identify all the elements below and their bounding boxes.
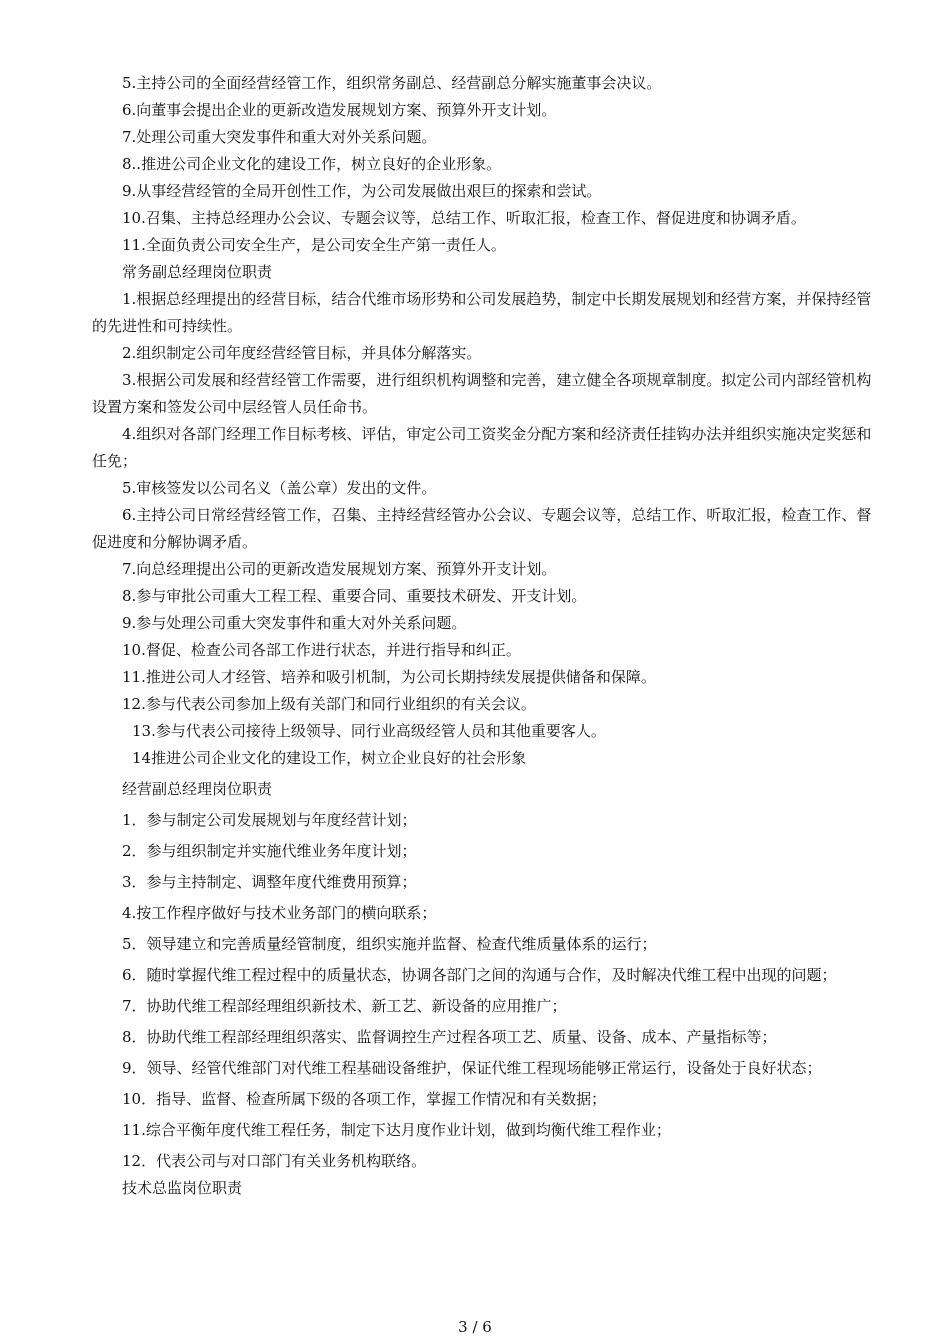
section-heading-executive-vp: 常务副总经理岗位职责	[122, 263, 273, 281]
paragraph: 5.审核签发以公司名义（盖公章）发出的文件。	[122, 479, 437, 497]
paragraph: 7.向总经理提出公司的更新改造发展规划方案、预算外开支计划。	[122, 560, 557, 578]
paragraph: 4.按工作程序做好与技术业务部门的横向联系；	[122, 904, 437, 922]
paragraph: 1.根据总经理提出的经营目标，结合代维市场形势和公司发展趋势，制定中长期发展规划和经营方案，并保持经管的先进性和可持续性。	[92, 290, 872, 335]
paragraph: 11.综合平衡年度代维工程任务，制定下达月度作业计划，做到均衡代维工程作业；	[122, 1121, 671, 1139]
paragraph: 9．领导、经管代维部门对代维工程基础设备维护，保证代维工程现场能够正常运行，设备处于良好状态；	[122, 1059, 822, 1077]
paragraph: 7．协助代维工程部经理组织新技术、新工艺、新设备的应用推广；	[122, 997, 567, 1015]
paragraph: 5．领导建立和完善质量经管制度，组织实施并监督、检查代维质量体系的运行；	[122, 935, 657, 953]
paragraph: 12．代表公司与对口部门有关业务机构联络。	[122, 1152, 427, 1170]
paragraph: 8．协助代维工程部经理组织落实、监督调控生产过程各项工艺、质量、设备、成本、产量指标等；	[122, 1028, 777, 1046]
paragraph: 9.从事经营经管的全局开创性工作，为公司发展做出艰巨的探索和尝试。	[122, 182, 602, 200]
paragraph: 12.参与代表公司参加上级有关部门和同行业组织的有关会议。	[122, 695, 536, 713]
paragraph: 6.主持公司日常经营经管工作，召集、主持经营经管办公会议、专题会议等，总结工作、听取汇报，检查工作、督促进度和分解协调矛盾。	[92, 506, 872, 551]
paragraph: 5.主持公司的全面经营经管工作，组织常务副总、经营副总分解实施董事会决议。	[122, 74, 662, 92]
paragraph: 10.督促、检查公司各部工作进行状态，并进行指导和纠正。	[122, 641, 521, 659]
page-number: 3 / 6	[458, 1318, 492, 1336]
paragraph: 10.召集、主持总经理办公会议、专题会议等，总结工作、听取汇报，检查工作、督促进度和协调矛盾。	[122, 209, 806, 227]
section-heading-technical-director: 技术总监岗位职责	[122, 1179, 243, 1197]
paragraph: 8..推进公司企业文化的建设工作，树立良好的企业形象。	[122, 155, 502, 173]
paragraph: 1．参与制定公司发展规划与年度经营计划；	[122, 811, 417, 829]
paragraph: 3.根据公司发展和经营经管工作需要，进行组织机构调整和完善，建立健全各项规章制度。拟定公司内部经管机构设置方案和签发公司中层经管人员任命书。	[92, 371, 872, 416]
paragraph: 2.组织制定公司年度经营经管目标，并具体分解落实。	[122, 344, 482, 362]
paragraph: 6.向董事会提出企业的更新改造发展规划方案、预算外开支计划。	[122, 101, 557, 119]
paragraph: 2．参与组织制定并实施代维业务年度计划；	[122, 842, 417, 860]
document-body	[92, 70, 872, 1202]
paragraph: 10．指导、监督、检查所属下级的各项工作，掌握工作情况和有关数据；	[122, 1090, 607, 1108]
paragraph: 3．参与主持制定、调整年度代维费用预算；	[122, 873, 417, 891]
paragraph: 8.参与审批公司重大工程工程、重要合同、重要技术研发、开支计划。	[122, 587, 587, 605]
paragraph: 4.组织对各部门经理工作目标考核、评估，审定公司工资奖金分配方案和经济责任挂钩办法并组织实施决定奖惩和任免；	[92, 425, 872, 470]
paragraph: 7.处理公司重大突发事件和重大对外关系问题。	[122, 128, 437, 146]
paragraph: 11.推进公司人才经管、培养和吸引机制，为公司长期持续发展提供储备和保障。	[122, 668, 656, 686]
paragraph: 11.全面负责公司安全生产，是公司安全生产第一责任人。	[122, 236, 506, 254]
paragraph: 9.参与处理公司重大突发事件和重大对外关系问题。	[122, 614, 467, 632]
paragraph: 13.参与代表公司接待上级领导、同行业高级经管人员和其他重要客人。	[132, 722, 606, 740]
paragraph: 14推进公司企业文化的建设工作，树立企业良好的社会形象	[132, 749, 527, 767]
paragraph: 6．随时掌握代维工程过程中的质量状态，协调各部门之间的沟通与合作，及时解决代维工程中出现的问题；	[122, 966, 837, 984]
section-heading-business-vp: 经营副总经理岗位职责	[122, 780, 273, 798]
